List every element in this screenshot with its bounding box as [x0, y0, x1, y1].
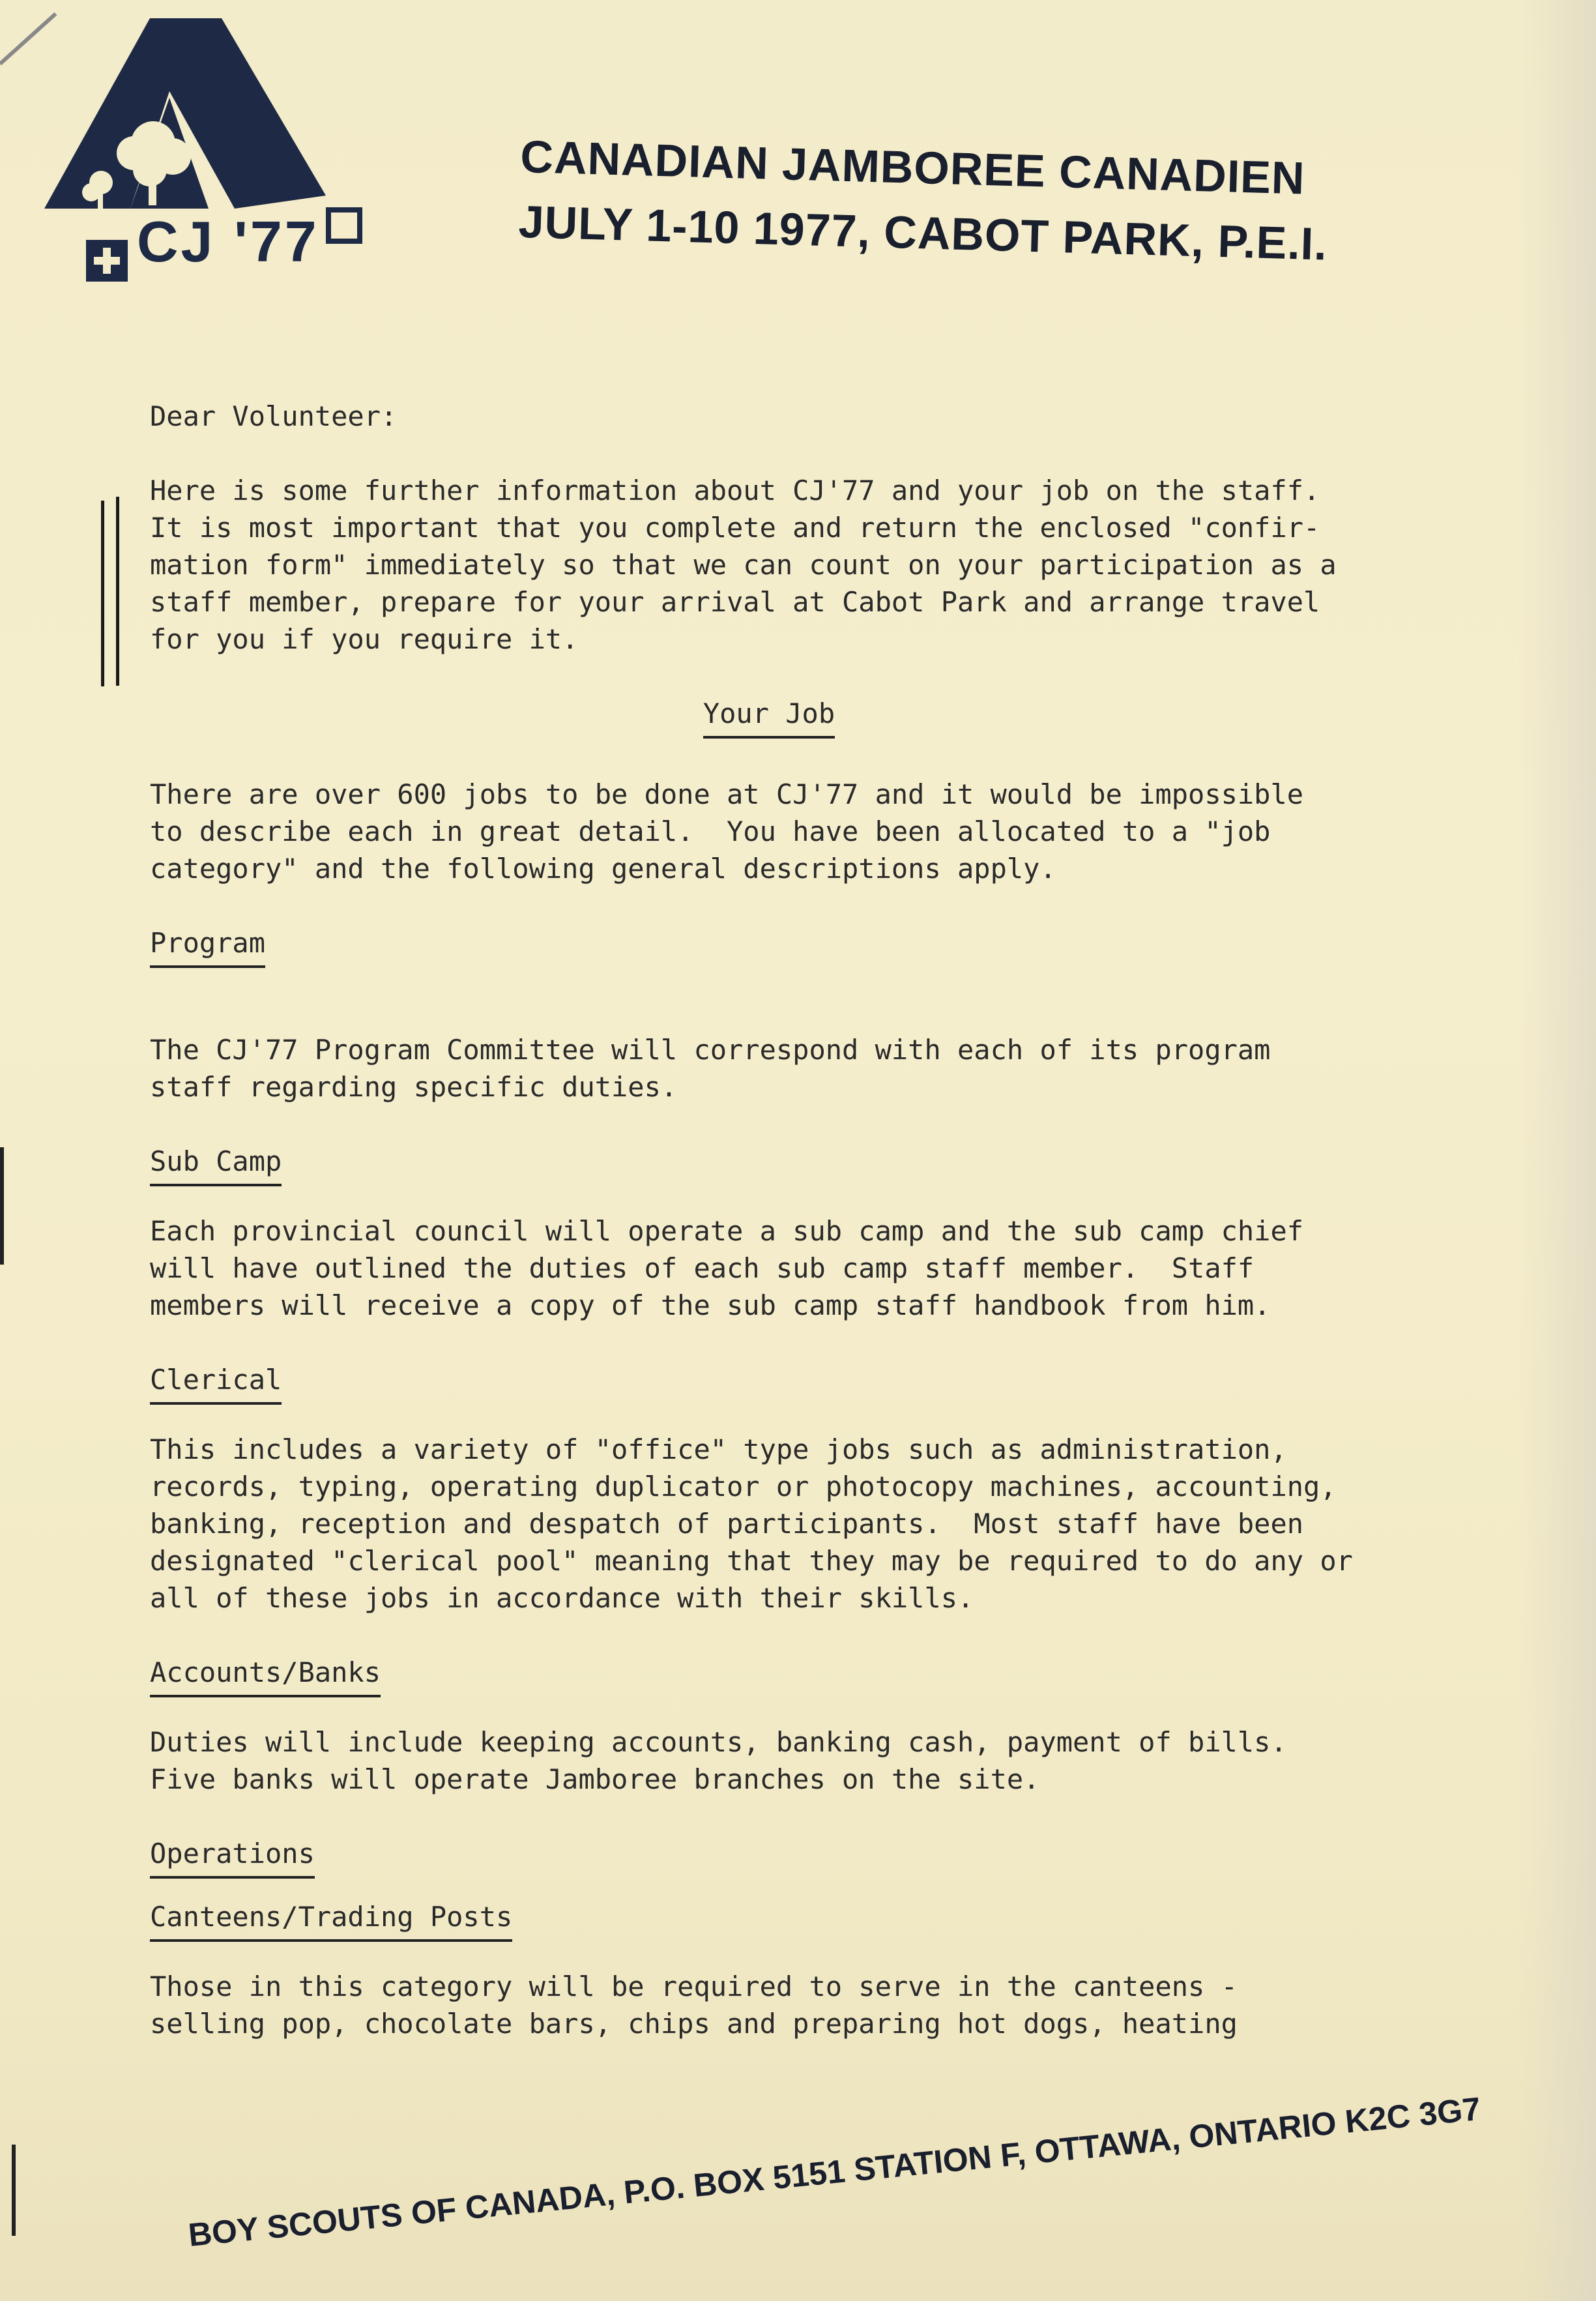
section-operations	[150, 1835, 1479, 1879]
tree-tent-logo-icon	[39, 13, 339, 209]
section-line: Those in this category will be required to serve in the canteens -	[150, 1971, 1238, 2002]
section-line: banking, reception and despatch of participants. Most staff have been	[150, 1508, 1304, 1540]
intro-paragraph	[150, 472, 1479, 658]
your-job-line: category" and the following general descriptions apply.	[150, 853, 1056, 885]
section-line: This includes a variety of "office" type jobs such as administration,	[150, 1433, 1287, 1465]
section-heading: Operations	[150, 1835, 315, 1879]
letterhead	[517, 124, 1433, 280]
section-line: selling pop, chocolate bars, chips and preparing hot dogs, heating	[150, 2008, 1238, 2040]
letterhead-title: CANADIAN JAMBOREE CANADIEN	[519, 130, 1306, 204]
section-line: Five banks will operate Jamboree branches on the site.	[150, 1763, 1040, 1795]
your-job-line: to describe each in great detail. You have been allocated to a "job	[150, 815, 1271, 847]
cj77-logo	[39, 13, 339, 287]
section-line: will have outlined the duties of each sub camp staff member. Staff	[150, 1252, 1255, 1284]
section-program	[150, 924, 1479, 1106]
intro-line: It is most important that you complete and return the enclosed "confir-	[150, 512, 1320, 544]
logo-text: CJ '77	[137, 209, 319, 274]
margin-bar-right	[116, 497, 119, 686]
edge-mark-top	[0, 1147, 4, 1265]
your-job-heading: Your Job	[703, 695, 835, 739]
margin-bar-left	[101, 501, 104, 686]
section-accounts-banks	[150, 1654, 1479, 1798]
intro-line: staff member, prepare for your arrival at Cabot Park and arrange travel	[150, 586, 1320, 618]
section-clerical	[150, 1361, 1479, 1617]
checkbox-mark-icon	[326, 207, 362, 244]
section-canteens	[150, 1898, 1479, 2042]
intro-line: mation form" immediately so that we can count on your participation as a	[150, 549, 1337, 581]
section-line: The CJ'77 Program Committee will correspond with each of its program	[150, 1034, 1271, 1066]
footer-address: BOY SCOUTS OF CANADA, P.O. BOX 5151 STATION F, OTTAWA, ONTARIO K2C 3G7	[186, 2090, 1483, 2254]
section-heading: Clerical	[150, 1361, 282, 1405]
section-line: Each provincial council will operate a sub camp and the sub camp chief	[150, 1215, 1304, 1247]
section-line: members will receive a copy of the sub camp staff handbook from him.	[150, 1289, 1271, 1321]
your-job-paragraph	[150, 776, 1479, 887]
intro-line: for you if you require it.	[150, 623, 579, 655]
section-heading: Program	[150, 924, 265, 968]
page-shadow	[1518, 0, 1596, 2301]
your-job-line: There are over 600 jobs to be done at CJ'77 and it would be impossible	[150, 778, 1304, 810]
section-line: staff regarding specific duties.	[150, 1071, 678, 1103]
section-line: all of these jobs in accordance with their skills.	[150, 1582, 974, 1614]
intro-line: Here is some further information about CJ'77 and your job on the staff.	[150, 475, 1320, 506]
your-job-heading-wrap	[150, 695, 1388, 739]
scout-cross-icon	[86, 240, 128, 282]
section-line: records, typing, operating duplicator or photocopy machines, accounting,	[150, 1471, 1337, 1502]
letter-body	[150, 398, 1479, 2042]
edge-mark-bottom	[12, 2145, 16, 2236]
letterhead-dates: JULY 1-10 1977, CABOT PARK, P.E.I.	[517, 196, 1328, 270]
section-heading: Canteens/Trading Posts	[150, 1898, 512, 1942]
section-line: Duties will include keeping accounts, banking cash, payment of bills.	[150, 1726, 1287, 1758]
section-sub-camp	[150, 1143, 1479, 1324]
section-line: designated "clerical pool" meaning that they may be required to do any or	[150, 1545, 1353, 1577]
section-heading: Sub Camp	[150, 1143, 282, 1186]
salutation: Dear Volunteer:	[150, 400, 398, 432]
section-heading: Accounts/Banks	[150, 1654, 381, 1697]
